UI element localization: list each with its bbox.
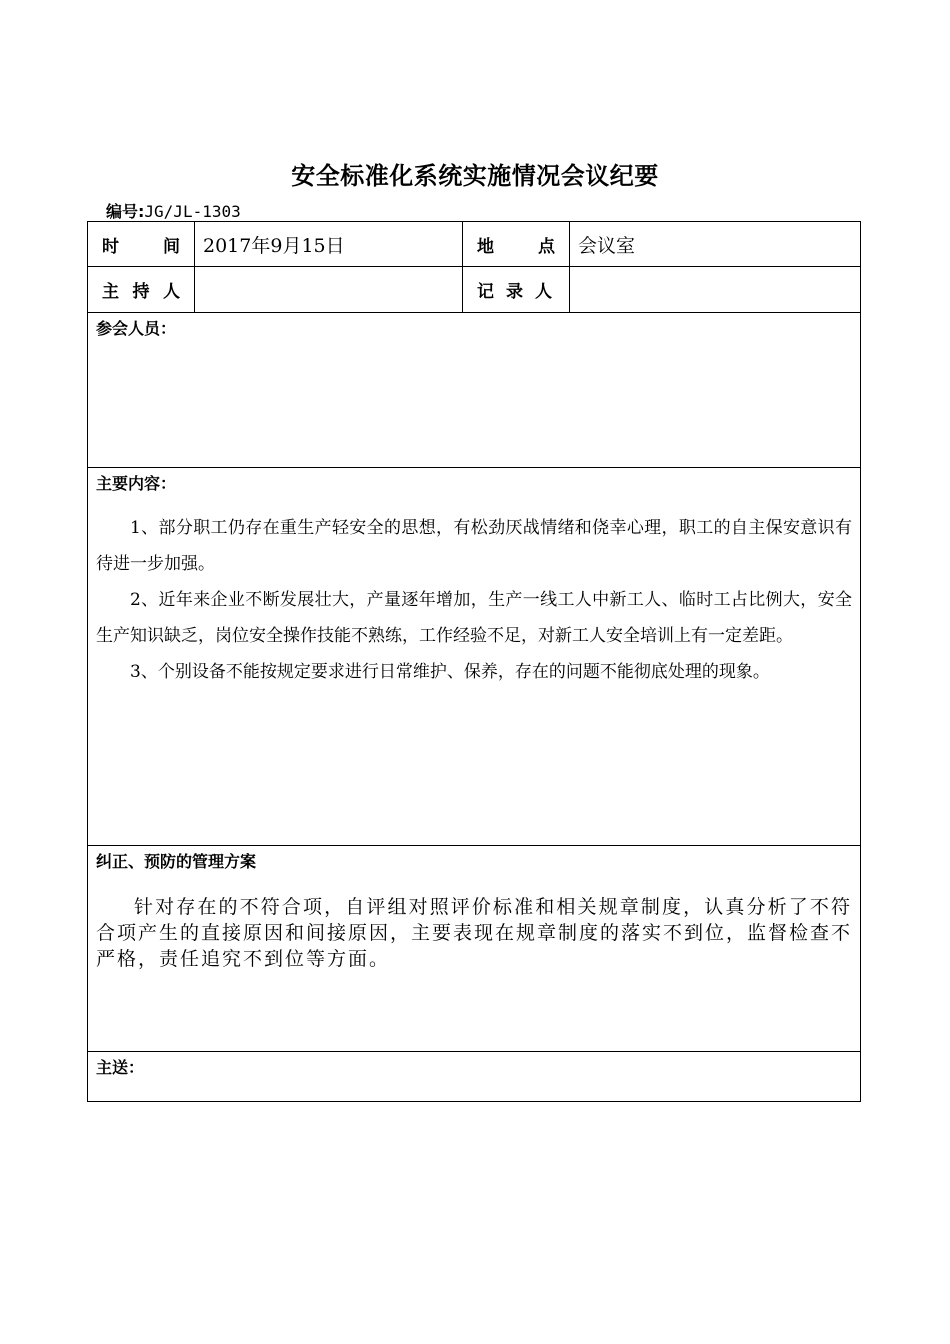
meeting-minutes-form [87,221,861,1102]
document-title: 安全标准化系统实施情况会议纪要 [291,162,659,190]
row-distribution [88,1052,861,1102]
attendees-label: 参会人员： [96,319,177,338]
host-label-char-2: 持 [132,282,150,302]
place-label-char-1: 地 [477,236,494,257]
row-attendees [88,313,861,468]
distribution-section [88,1052,861,1102]
time-label-char-1: 时 [102,236,119,257]
row-main-content [88,468,861,846]
recorder-label-char-3: 人 [535,282,552,302]
time-value: 2017年9月15日 [195,222,463,267]
recorder-label [463,267,570,313]
recorder-label-char-2: 录 [506,282,523,302]
corrective-text: 针对存在的不符合项，自评组对照评价标准和相关规章制度，认真分析了不符合项产生的直接原因和间接原因，主要表现在规章制度的落实不到位，监督检查不严格，责任追究不到位等方面。 [96,896,853,970]
distribution-label: 主送： [96,1058,145,1077]
host-label-char-3: 人 [163,282,180,302]
host-label-char-1: 主 [102,282,119,302]
host-value [195,267,463,313]
place-label [463,222,570,267]
document-number-label: 编号: [106,202,145,221]
recorder-value [570,267,861,313]
corrective-label: 纠正、预防的管理方案 [96,852,257,871]
place-value: 会议室 [570,222,861,267]
recorder-label-char-1: 记 [477,282,494,302]
main-content-label: 主要内容： [96,474,177,493]
content-item-2: 2、近年来企业不断发展壮大，产量逐年增加，生产一线工人中新工人、临时工占比例大，安全生产知识缺乏，岗位安全操作技能不熟练，工作经验不足，对新工人安全培训上有一定差距。 [96,590,852,646]
content-item-1: 1、部分职工仍存在重生产轻安全的思想，有松劲厌战情绪和侥幸心理，职工的自主保安意识有待进一步加强。 [96,518,852,574]
row-host-recorder [88,267,861,313]
document-number [106,199,241,222]
host-label [88,267,195,313]
content-item-3: 3、个别设备不能按规定要求进行日常维护、保养，存在的问题不能彻底处理的现象。 [130,662,770,682]
place-label-char-2: 点 [538,236,555,257]
row-time-place [88,222,861,267]
time-label [88,222,195,267]
corrective-section [88,846,861,1052]
row-corrective [88,846,861,1052]
main-content-section [88,468,861,846]
document-number-value: JG/JL-1303 [144,202,241,221]
attendees-section [88,313,861,468]
time-label-char-2: 间 [163,236,180,257]
